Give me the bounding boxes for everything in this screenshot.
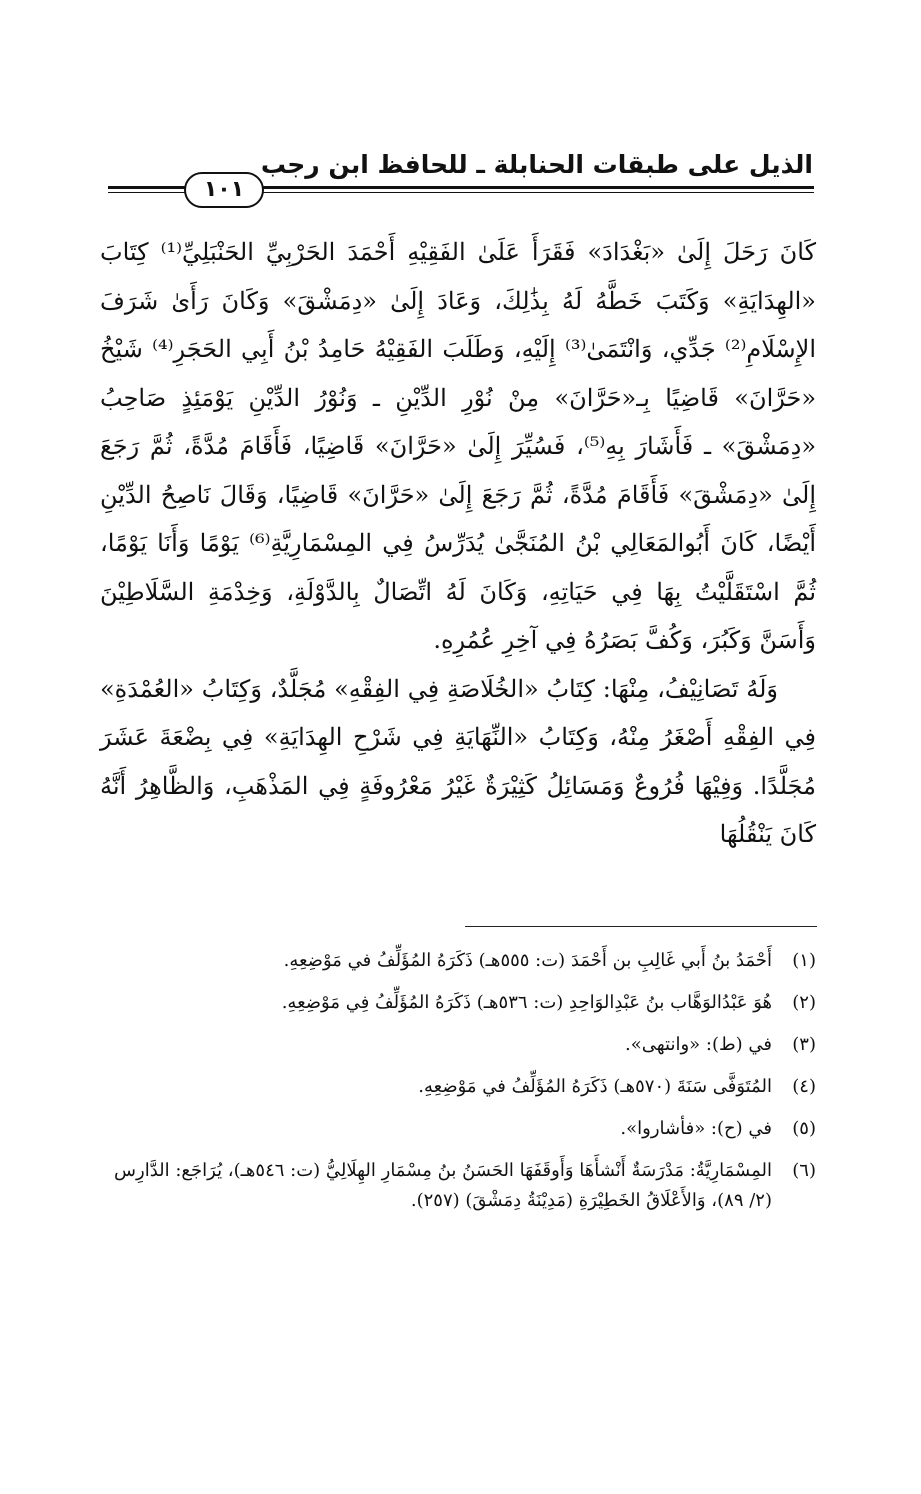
footnote-number: (١) — [792, 950, 816, 971]
footnote-text: المُتَوَفَّى سَنَةَ (٥٧٠هـ) ذَكَرَهُ المُؤَلِّفُ في مَوْضِعِهِ. — [418, 1076, 772, 1097]
footnote-3 — [100, 1030, 816, 1060]
header-rule-left — [108, 186, 186, 193]
footnote-text: في (ح): «فأشاروا». — [620, 1118, 772, 1139]
footnote-5 — [100, 1114, 816, 1144]
main-text — [100, 228, 816, 859]
footnote-text: هُوَ عَبْدُالوَهَّاب بنُ عَبْدِالوَاحِدِ (ت: ٥٣٦هـ) ذَكَرَهُ المُؤَلِّفُ فِي مَوْضِعِهِ. — [281, 992, 772, 1013]
footnote-number: (٥) — [792, 1118, 816, 1139]
footnote-number: (٦) — [792, 1160, 816, 1181]
footnote-number: (٢) — [792, 992, 816, 1013]
running-title: الذيل على طبقات الحنابلة ـ للحافظ ابن رجب — [260, 150, 813, 179]
paragraph-2: وَلَهُ تَصَانِيْفُ، مِنْهَا: كِتَابُ «الخُلَاصَةِ فِي الفِقْهِ» مُجَلَّدٌ، وَكِتَابُ «العُمْدَةِ» فِي الفِقْهِ أَصْغَرُ مِنْهُ، وَكِتَابُ «النِّهَايَةِ فِي شَرْحِ الهِدَايَةِ» فِي بِضْعَةَ عَشَرَ مُجَلَّدًا. وَفِيْهَا فُرُوعٌ وَمَسَائِلُ كَثِيْرَةٌ غَيْرُ مَعْرُوفَةٍ فِي المَذْهَبِ، وَالظَّاهِرُ أَنَّهُ كَانَ يَنْقُلُهَا — [100, 674, 816, 848]
header-rule-right — [262, 186, 814, 193]
footnote-text: في (ط): «وانتهى». — [625, 1034, 772, 1055]
footnote-number: (٤) — [792, 1076, 816, 1097]
footnote-separator — [465, 926, 817, 927]
footnotes — [100, 946, 816, 1228]
footnote-4 — [100, 1072, 816, 1102]
footnote-number: (٣) — [792, 1034, 816, 1055]
footnote-text: أَحْمَدُ بنُ أَبي غَالِبِ بن أَحْمَدَ (ت: ٥٥٥هـ) ذَكَرَهُ المُؤَلِّفُ في مَوْضِعِهِ. — [283, 950, 772, 971]
footnote-2 — [100, 988, 816, 1018]
footnote-6 — [100, 1156, 816, 1216]
paragraph-1: كَانَ رَحَلَ إِلَىٰ «بَغْدَادَ» فَقَرَأَ عَلَىٰ الفَقِيْهِ أَحْمَدَ الحَرْبِيِّ الحَنْبَلِيِّ⁽¹⁾ كِتَابَ «الهِدَايَةِ» وَكَتَبَ خَطَّهُ لَهُ بِذَٰلِكَ، وَعَادَ إِلَىٰ «دِمَشْقَ» وَكَانَ رَأَىٰ شَرَفَ الإِسْلَامِ⁽²⁾ جَدِّي، وَانْتَمَىٰ⁽³⁾ إِلَيْهِ، وَطَلَبَ الفَقِيْهُ حَامِدُ بْنُ أَبِي الحَجَرِ⁽⁴⁾ شَيْخُ «حَرَّانَ» قَاضِيًا بِـ«حَرَّانَ» مِنْ نُوْرِ الدِّيْنِ ـ وَنُوْرُ الدِّيْنِ يَوْمَئِذٍ صَاحِبُ «دِمَشْقَ» ـ فَأَشَارَ بِهِ⁽⁵⁾، فَسُيِّرَ إِلَىٰ «حَرَّانَ» قَاضِيًا، فَأَقَامَ مُدَّةً، ثُمَّ رَجَعَ إِلَىٰ «دِمَشْقَ» فَأَقَامَ مُدَّةً، ثُمَّ رَجَعَ إِلَىٰ «حَرَّانَ» قَاضِيًا، وَقَالَ نَاصِحُ الدِّيْنِ أَيْضًا، كَانَ أَبُوالمَعَالِي بْنُ المُنَجَّىٰ يُدَرِّسُ فِي المِسْمَارِيَّةِ⁽⁶⁾ يَوْمًا وَأَنَا يَوْمًا، ثُمَّ اسْتَقَلَّيْتُ بِهَا فِي حَيَاتِهِ، وَكَانَ لَهُ اتِّصَالٌ بِالدَّوْلَةِ، وَخِدْمَةِ السَّلَاطِيْنَ وَأَسَنَّ وَكَبُرَ، وَكُفَّ بَصَرُهُ فِي آخِرِ عُمُرِهِ. — [100, 238, 816, 654]
page-number: ١٠١ — [184, 172, 264, 208]
footnote-text: المِسْمَارِيَّةُ: مَدْرَسَةٌ أَنْشأَهَا وَأَوقَفَهَا الحَسَنُ بنُ مِسْمَارِ الهِلَالِيُّ (ت: ٥٤٦هـ)، يُرَاجَع: الدَّارِس (٢/ ٨٩)، وَالأَعْلَاقُ الخَطِيْرَةِ (مَدِيْنَةُ دِمَشْقَ) (٢٥٧). — [114, 1160, 772, 1211]
footnote-1 — [100, 946, 816, 976]
